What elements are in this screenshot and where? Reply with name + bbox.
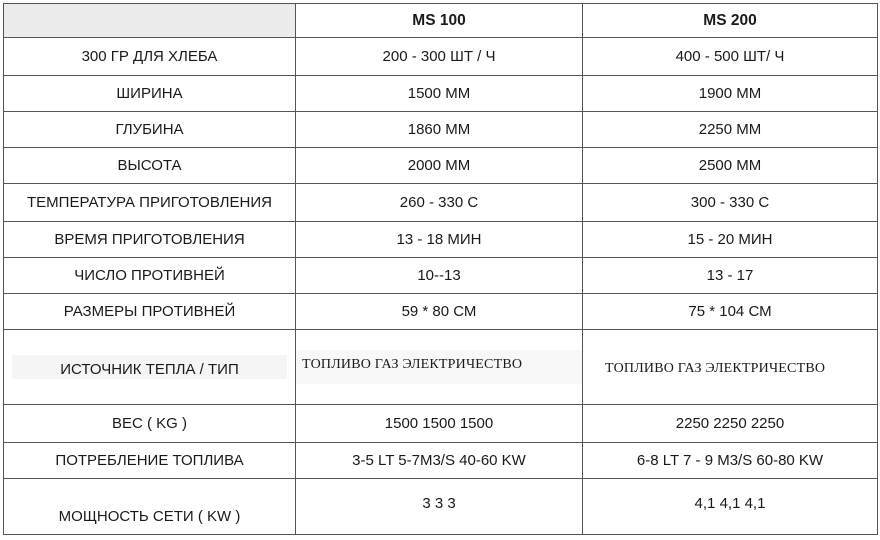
ms200-value-cell: [583, 330, 878, 405]
row-label: МОЩНОСТЬ СЕТИ ( KW ): [58, 507, 241, 525]
row-label: РАЗМЕРЫ ПРОТИВНЕЙ: [4, 294, 296, 330]
table-row: [4, 112, 878, 148]
ms200-value: 2250 ММ: [583, 112, 878, 148]
spec-table: [3, 3, 878, 535]
ms200-value: 2500 ММ: [583, 148, 878, 184]
ms100-value: 3 3 3: [422, 494, 456, 512]
ms200-value: 15 - 20 МИН: [583, 222, 878, 258]
table-row: [4, 405, 878, 443]
ms200-value: 1900 ММ: [583, 76, 878, 112]
table-row: [4, 258, 878, 294]
ms200-value-cell: [583, 479, 878, 535]
header-blank-cell: [4, 4, 296, 38]
table-row: [4, 330, 878, 405]
row-label: ТЕМПЕРАТУРА ПРИГОТОВЛЕНИЯ: [4, 184, 296, 222]
table-row: [4, 479, 878, 535]
table-row: [4, 76, 878, 112]
row-label: ПОТРЕБЛЕНИЕ ТОПЛИВА: [4, 443, 296, 479]
row-label: ВЕС ( KG ): [4, 405, 296, 443]
table-row: [4, 184, 878, 222]
ms200-value: 6-8 LT 7 - 9 M3/S 60-80 KW: [583, 443, 878, 479]
ms100-value: 10--13: [296, 258, 583, 294]
ms100-value: 2000 ММ: [296, 148, 583, 184]
table-row: [4, 38, 878, 76]
ms200-value: 75 * 104 СМ: [583, 294, 878, 330]
ms200-value: 2250 2250 2250: [583, 405, 878, 443]
table-row: [4, 222, 878, 258]
row-label: ВРЕМЯ ПРИГОТОВЛЕНИЯ: [4, 222, 296, 258]
ms200-value: 300 - 330 С: [583, 184, 878, 222]
ms100-value: ТОПЛИВО ГАЗ ЭЛЕКТРИЧЕСТВО: [296, 350, 582, 384]
header-ms100: MS 100: [296, 4, 583, 38]
ms200-value: 4,1 4,1 4,1: [694, 494, 766, 512]
row-label: ГЛУБИНА: [4, 112, 296, 148]
row-label: ШИРИНА: [4, 76, 296, 112]
ms100-value-cell: [296, 479, 583, 535]
header-ms200: MS 200: [583, 4, 878, 38]
ms200-value: 400 - 500 ШТ/ Ч: [583, 38, 878, 76]
ms200-value: ТОПЛИВО ГАЗ ЭЛЕКТРИЧЕСТВО: [605, 361, 826, 376]
row-label: ВЫСОТА: [4, 148, 296, 184]
row-label-cell: [4, 330, 296, 405]
row-label: ИСТОЧНИК ТЕПЛА / ТИП: [12, 355, 287, 379]
table-row: [4, 294, 878, 330]
ms100-value: 1500 ММ: [296, 76, 583, 112]
row-label: ЧИСЛО ПРОТИВНЕЙ: [4, 258, 296, 294]
ms100-value-cell: [296, 330, 583, 405]
ms100-value: 59 * 80 СМ: [296, 294, 583, 330]
table-row: [4, 148, 878, 184]
ms100-value: 1500 1500 1500: [296, 405, 583, 443]
ms100-value: 260 - 330 С: [296, 184, 583, 222]
ms200-value: 13 - 17: [583, 258, 878, 294]
table-row: [4, 443, 878, 479]
ms100-value: 200 - 300 ШТ / Ч: [296, 38, 583, 76]
header-row: [4, 4, 878, 38]
row-label-cell: [4, 479, 296, 535]
ms100-value: 13 - 18 МИН: [296, 222, 583, 258]
row-label: 300 ГР ДЛЯ ХЛЕБА: [4, 38, 296, 76]
ms100-value: 3-5 LT 5-7M3/S 40-60 KW: [296, 443, 583, 479]
ms100-value: 1860 ММ: [296, 112, 583, 148]
